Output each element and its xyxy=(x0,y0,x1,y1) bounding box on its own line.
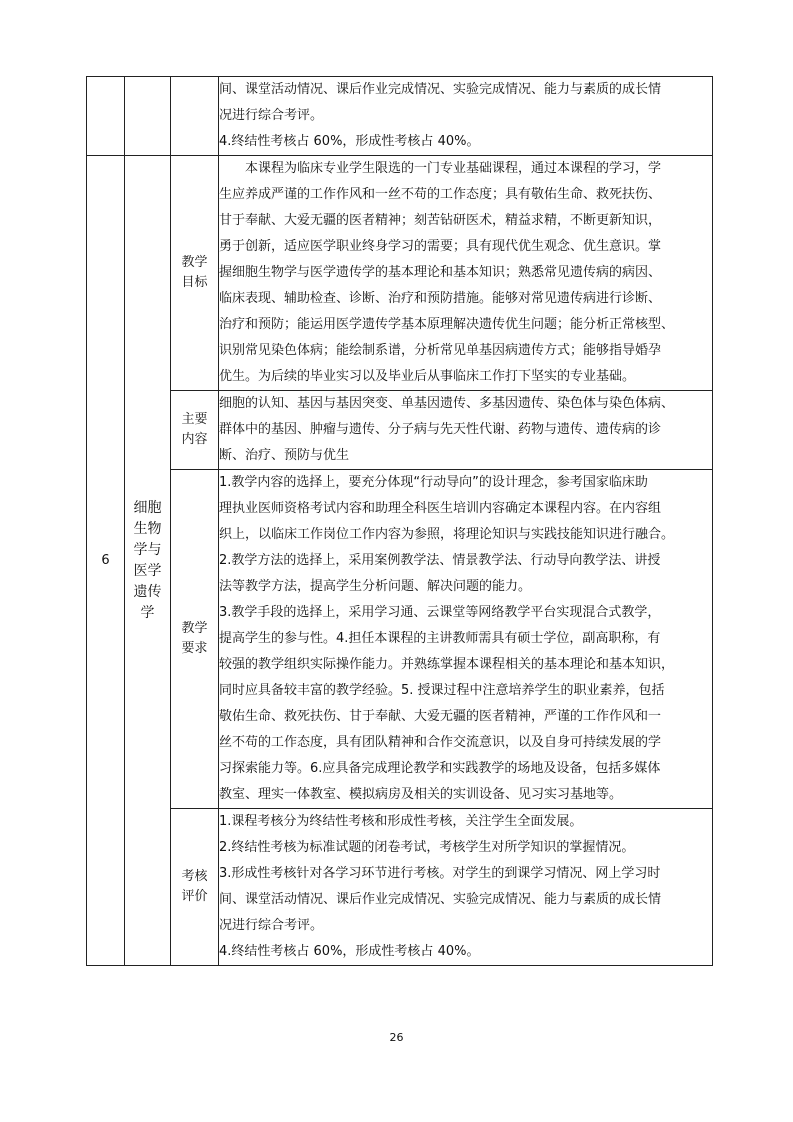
content-label xyxy=(171,391,219,470)
text-line: 1.课程考核分为终结性考核和形成性考核，关注学生全面发展。 xyxy=(219,814,583,829)
text-line: 间、课堂活动情况、课后作业完成情况、实验完成情况、能力与素质的成长情 xyxy=(219,892,662,907)
goals-label xyxy=(171,156,219,391)
text-line: 握细胞生物学与医学遗传学的基本理论和基本知识；熟悉常见遗传病的病因、 xyxy=(219,265,662,280)
text-line: 3.形成性考核针对各学习环节进行考核。对学生的到课学习情况、网上学习时 xyxy=(219,866,661,881)
text-line: 生应养成严谨的工作作风和一丝不苟的工作态度；具有敬佑生命、救死扶伤、 xyxy=(219,187,662,202)
text-line: 识别常见染色体病；能绘制系谱，分析常见单基因病遗传方式；能够指导婚孕 xyxy=(219,343,662,358)
course-name-part: 生物 xyxy=(133,520,162,537)
empty-cell xyxy=(125,77,171,156)
top-fragment-row xyxy=(87,77,713,156)
text-line: 法等教学方法，提高学生分析问题、解决问题的能力。 xyxy=(219,579,532,594)
text-line: 2.教学方法的选择上，采用案例教学法、情景教学法、行动导向教学法、讲授 xyxy=(219,553,661,568)
course-name-part: 学与 xyxy=(133,541,162,558)
goals-content xyxy=(219,156,713,391)
course-table xyxy=(86,76,713,966)
text-line: 4.终结性考核占 60%，形成性考核占 40%。 xyxy=(219,944,480,959)
course-name-part: 医学 xyxy=(133,562,162,579)
label-part: 主要 xyxy=(181,412,208,427)
text-line: 1.教学内容的选择上，要充分体现“行动导向”的设计理念，参考国家临床助 xyxy=(219,475,648,490)
evaluation-content xyxy=(219,809,713,966)
text-line: 织上，以临床工作岗位工作内容为参照，将理论知识与实践技能知识进行融合。 xyxy=(219,527,675,542)
text-line: 间、课堂活动情况、课后作业完成情况、实验完成情况、能力与素质的成长情 xyxy=(219,82,662,97)
text-line: 丝不苟的工作态度，具有团队精神和合作交流意识，以及自身可持续发展的学 xyxy=(219,735,662,750)
text-line: 况进行综合考评。 xyxy=(219,918,324,933)
text-line: 较强的教学组织实际操作能力。并熟练掌握本课程相关的基本理论和基本知识， xyxy=(219,657,675,672)
evaluation-label xyxy=(171,809,219,966)
label-part: 内容 xyxy=(181,432,208,447)
text-line: 2.终结性考核为标准试题的闭卷考试，考核学生对所学知识的掌握情况。 xyxy=(219,840,635,855)
requirements-content xyxy=(219,470,713,809)
course-name-part: 细胞 xyxy=(133,499,162,516)
label-part: 评价 xyxy=(181,889,208,904)
text-line: 同时应具备较丰富的教学经验。5. 授课过程中注意培养学生的职业素养，包括 xyxy=(219,683,665,698)
text-line: 勇于创新，适应医学职业终身学习的需要；具有现代优生观念、优生意识。掌 xyxy=(219,239,662,254)
goals-row xyxy=(87,156,713,391)
text-line: 优生。为后续的毕业实习以及毕业后从事临床工作打下坚实的专业基础。 xyxy=(219,369,636,384)
text-line: 群体中的基因、肿瘤与遗传、分子病与先天性代谢、药物与遗传、遗传病的诊 xyxy=(219,422,662,437)
course-name xyxy=(125,156,171,966)
text-line: 临床表现、辅助检查、诊断、治疗和预防措施。能够对常见遗传病进行诊断、 xyxy=(219,291,662,306)
label-part: 考核 xyxy=(181,869,208,884)
empty-cell xyxy=(171,77,219,156)
course-name-part: 遗传 xyxy=(133,583,162,600)
text-line: 断、治疗、预防与优生 xyxy=(219,448,350,463)
label-part: 教学 xyxy=(181,255,208,270)
course-name-part: 学 xyxy=(140,604,155,621)
label-part: 目标 xyxy=(181,275,208,290)
text-line: 本课程为临床专业学生限选的一门专业基础课程，通过本课程的学习，学 xyxy=(245,161,662,176)
text-line: 3.教学手段的选择上，采用学习通、云课堂等网络教学平台实现混合式教学， xyxy=(219,605,661,620)
text-line: 理执业医师资格考试内容和助理全科医生培训内容确定本课程内容。在内容组 xyxy=(219,501,662,516)
content-row xyxy=(87,391,713,470)
course-number: 6 xyxy=(87,156,125,966)
top-fragment-content xyxy=(219,77,713,156)
text-line: 教室、理实一体教室、模拟病房及相关的实训设备、见习实习基地等。 xyxy=(219,787,623,802)
page-number: 26 xyxy=(389,1031,404,1044)
text-line: 治疗和预防；能运用医学遗传学基本原理解决遗传优生问题；能分析正常核型、 xyxy=(219,317,675,332)
label-part: 要求 xyxy=(181,641,208,656)
text-line: 况进行综合考评。 xyxy=(219,108,324,123)
requirements-label xyxy=(171,470,219,809)
evaluation-row xyxy=(87,809,713,966)
empty-cell xyxy=(87,77,125,156)
text-line: 甘于奉献、大爱无疆的医者精神；刻苦钻研医术，精益求精，不断更新知识， xyxy=(219,213,662,228)
text-line: 敬佑生命、救死扶伤、甘于奉献、大爱无疆的医者精神，严谨的工作作风和一 xyxy=(219,709,662,724)
requirements-row xyxy=(87,470,713,809)
label-part: 教学 xyxy=(181,621,208,636)
text-line: 细胞的认知、基因与基因突变、单基因遗传、多基因遗传、染色体与染色体病、 xyxy=(219,396,675,411)
content-content xyxy=(219,391,713,470)
text-line: 4.终结性考核占 60%，形成性考核占 40%。 xyxy=(219,134,480,149)
text-line: 提高学生的参与性。4.担任本课程的主讲教师需具有硕士学位，副高职称，有 xyxy=(219,631,661,646)
text-line: 习探索能力等。6.应具备完成理论教学和实践教学的场地及设备，包括多媒体 xyxy=(219,761,661,776)
